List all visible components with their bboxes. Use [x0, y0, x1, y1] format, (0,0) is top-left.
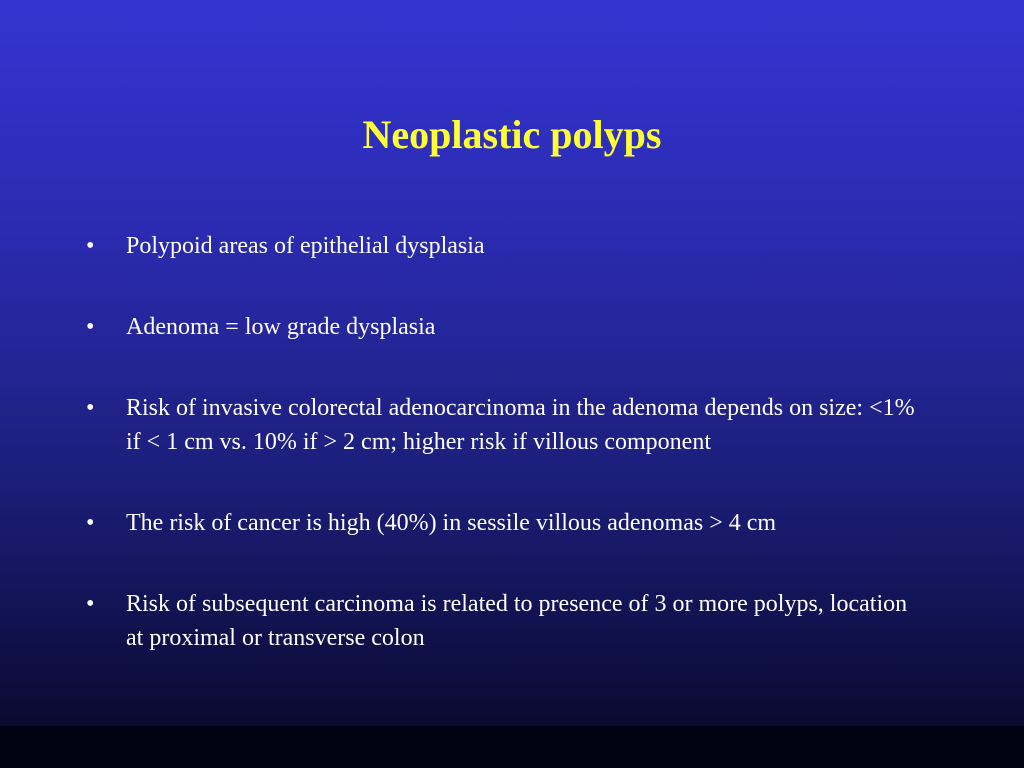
bullet-icon: •: [86, 510, 95, 536]
bullet-text: Adenoma = low grade dysplasia: [126, 314, 436, 340]
bottom-band: [0, 726, 1024, 768]
bullet-text: Polypoid areas of epithelial dysplasia: [126, 233, 485, 259]
bullet-item-5: [86, 587, 916, 655]
bullet-list: [86, 229, 916, 702]
bullet-item-4: [86, 506, 916, 540]
bullet-icon: •: [86, 395, 95, 421]
bullet-text: Risk of subsequent carcinoma is related to presence of 3 or more polyps, location at proximal or transverse colon: [126, 591, 908, 651]
bullet-icon: •: [86, 591, 95, 617]
bullet-icon: •: [86, 233, 95, 259]
bullet-item-3: [86, 391, 916, 459]
slide-title: Neoplastic polyps: [362, 112, 662, 157]
bullet-item-2: [86, 310, 916, 344]
bullet-icon: •: [86, 314, 95, 340]
bullet-item-1: [86, 229, 916, 263]
bullet-text: Risk of invasive colorectal adenocarcinoma in the adenoma depends on size: <1% if < 1 cm vs. 10% if > 2 cm; higher risk if villous component: [126, 395, 915, 455]
bullet-text: The risk of cancer is high (40%) in sessile villous adenomas > 4 cm: [126, 510, 777, 536]
